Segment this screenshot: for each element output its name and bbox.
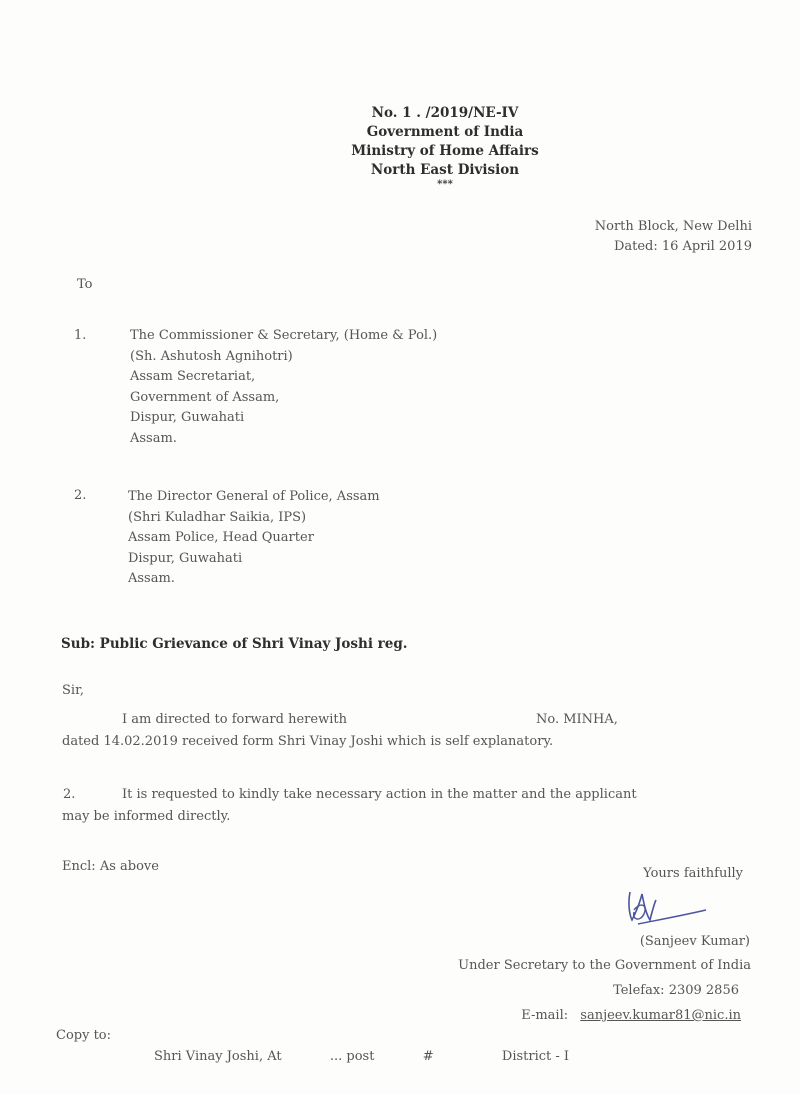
addressee-2-number: 2. [74,488,87,503]
email-link[interactable]: sanjeev.kumar81@nic.in [580,1008,741,1023]
addressee-line: The Commissioner & Secretary, (Home & Pol.) [130,328,438,343]
addressee-line: (Shri Kuladhar Saikia, IPS) [128,509,307,525]
addressee-line: The Director General of Police, Assam [128,489,380,504]
addressee-line: Assam. [130,430,177,446]
addressee-line: (Sh. Ashutosh Agnihotri) [130,348,293,364]
addressee-line: Dispur, Guwahati [128,550,243,566]
copy-to-line [154,1049,569,1064]
signatory-designation: Under Secretary to the Government of India [458,958,751,973]
addressee-2 [128,487,380,590]
handwritten-signature [614,880,724,940]
addressee-line: Government of Assam, [130,389,280,405]
closing-yours-faithfully: Yours faithfully [643,866,743,881]
addressee-line: Dispur, Guwahati [130,410,245,425]
addressee-line: Assam Police, Head Quarter [128,530,314,545]
copy-district: District - I [501,1049,570,1064]
copy-to-label: Copy to: [56,1028,112,1043]
enclosure-note: Encl: As above [62,859,159,874]
header-government: Government of India [366,124,524,140]
header-ministry: Ministry of Home Affairs [351,143,539,159]
addressee-line: Assam Secretariat, [130,369,256,384]
place-date [595,217,752,257]
signatory-name: (Sanjeev Kumar) [639,934,750,949]
copy-post: ... post [329,1049,375,1064]
signatory-email-line [521,1008,741,1023]
file-number: No. 1 . /2019/NE-IV [371,105,519,121]
place-location: North Block, New Delhi [594,219,752,234]
addressee-line: Assam. [128,571,175,586]
addressee-1 [130,326,437,449]
para1-part-b: No. MINHA, [536,712,618,727]
letter-date: Dated: 16 April 2019 [613,239,752,254]
addressee-1-number: 1. [74,328,87,343]
para1-line2: dated 14.02.2019 received form Shri Vinay Joshi which is self explanatory. [62,734,554,749]
salutation: Sir, [62,683,84,698]
para1-part-a: I am directed to forward herewith [122,712,347,727]
para2-line1: It is requested to kindly take necessary action in the matter and the applicant [122,787,637,802]
copy-recipient: Shri Vinay Joshi, At [154,1049,282,1064]
email-label: E-mail: [521,1008,569,1023]
subject-line: Sub: Public Grievance of Shri Vinay Joshi reg. [61,636,408,652]
to-label: To [77,277,93,292]
signatory-telefax: Telefax: 2309 2856 [613,983,739,998]
header-division: North East Division [370,162,520,178]
para2-number: 2. [63,787,76,802]
para2-line2: may be informed directly. [62,809,231,824]
copy-hash: # [422,1049,434,1064]
header-stars: *** [437,179,453,190]
letter-header [0,104,800,190]
